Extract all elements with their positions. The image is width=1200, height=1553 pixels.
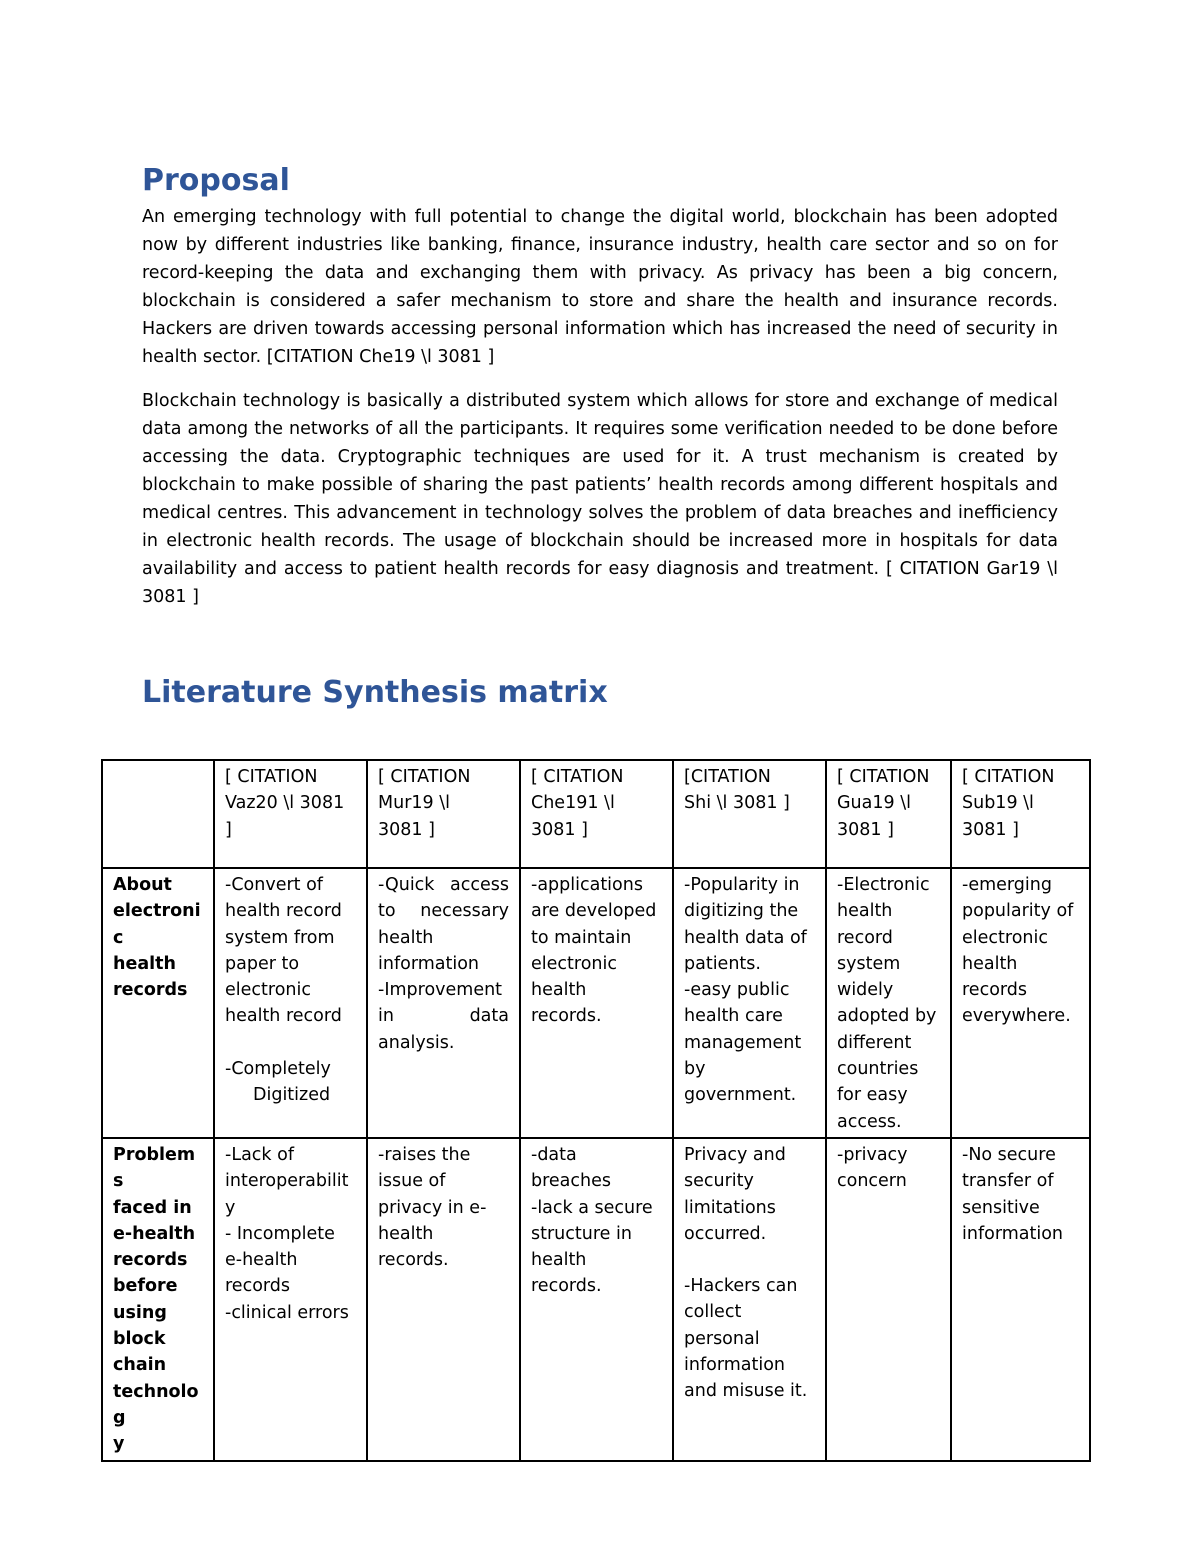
cell-line: access. [837,1111,902,1132]
cell-line: health [378,927,434,948]
blank-line [225,1030,356,1056]
cell-line: analysis. [378,1032,455,1053]
cell-line: security [684,1171,754,1192]
cell-line: countries [837,1059,919,1080]
citation-line: Shi \l 3081 ] [684,793,790,814]
cell-line: for easy [837,1085,908,1106]
cell-line: health data of [684,927,807,948]
cell-line: widely [837,980,894,1001]
cell-line: records [225,1276,291,1297]
cell-line: interoperabilit [225,1171,349,1192]
cell-line: electronic [225,980,311,1001]
cell-line: health care [684,1006,783,1027]
proposal-paragraph-1: An emerging technology with full potential to change the digital world, blockchain has been adopted now by different industries like banking, finance, insurance industry, health care sector and so on for record-keeping the data and exchanging them with privacy. As privacy has been a big concern, blockchain is considered a safer mechanism to store and share the health and insurance records. Hackers are driven towards accessing personal information which has increased the need of security in health sector. [CITATION Che19 \l 3081 ] [142,207,1058,367]
cell-line: -applications [531,875,643,895]
cell-line: -No secure [962,1144,1056,1165]
row-label-line: Problems [113,1144,196,1192]
matrix-cell [826,868,951,1138]
cell-line: Privacy and [684,1144,786,1165]
cell-line: different [837,1032,912,1053]
matrix-cell [214,868,367,1138]
cell-line: to necessary [378,901,509,922]
citation-line: 3081 ] [962,819,1019,840]
matrix-heading: Literature Synthesis matrix [142,675,608,710]
cell-line: health [837,901,893,922]
row-label-line: records [113,980,188,1001]
table-header-row [102,760,1090,868]
matrix-cell [673,1138,826,1461]
citation-header-cell [826,760,951,868]
cell-line: records [962,980,1028,1001]
cell-line: government. [684,1085,797,1106]
cell-line: adopted by [837,1006,937,1027]
cell-line: information [962,1223,1064,1244]
cell-line: health record [225,901,342,922]
cell-line: management [684,1032,802,1053]
matrix-cell [951,868,1090,1138]
row-label-line: faced in [113,1197,192,1218]
cell-line: record [837,927,893,948]
cell-line: issue of [378,1171,446,1192]
citation-header-cell [367,760,520,868]
citation-line: [ CITATION [962,767,1055,787]
row-label-line: records [113,1250,188,1271]
citation-header-cell [520,760,673,868]
citation-line: [ CITATION [837,767,930,787]
cell-line: health [378,1223,434,1244]
cell-line: health [531,1250,587,1271]
cell-line: to maintain [531,927,632,948]
table-row-about-ehr [102,868,1090,1138]
row-label-line: health [113,953,176,974]
cell-line: concern [837,1171,907,1192]
corner-cell [102,760,214,868]
matrix-cell [520,868,673,1138]
citation-line: Mur19 \l [378,793,450,814]
cell-line: limitations [684,1197,776,1218]
cell-line: privacy in e- [378,1197,487,1218]
cell-line: transfer of [962,1171,1054,1192]
citation-line: Vaz20 \l 3081 ] [225,793,345,840]
cell-line: structure in [531,1223,632,1244]
citation-header-cell [673,760,826,868]
row-label-line: technolog [113,1381,199,1428]
citation-header-cell [214,760,367,868]
cell-line: information [684,1355,786,1376]
cell-line: -emerging [962,875,1052,895]
cell-line: sensitive [962,1197,1040,1218]
cell-line: records. [531,1006,602,1027]
cell-line: -data breaches [531,1144,612,1192]
proposal-heading: Proposal [142,163,290,198]
cell-line: health record [225,1006,342,1027]
citation-line: [CITATION [684,767,771,787]
cell-line: collect [684,1302,742,1323]
cell-line: -Electronic [837,875,930,895]
cell-line: -clinical errors [225,1302,349,1323]
matrix-cell [367,868,520,1138]
cell-line: in data [378,1006,509,1027]
cell-line: -Quick access [378,875,509,895]
cell-line: system from [225,927,335,948]
cell-line: Digitized [253,1085,331,1106]
row-label-line: before [113,1276,178,1297]
cell-line: y [225,1197,236,1218]
cell-line: health [962,953,1018,974]
cell-line: -lack a secure [531,1197,653,1218]
matrix-cell [214,1138,367,1461]
cell-line: -raises the [378,1144,471,1165]
matrix-cell [520,1138,673,1461]
citation-header-cell [951,760,1090,868]
cell-line: digitizing the [684,901,799,922]
citation-line: 3081 ] [531,819,588,840]
cell-line: -Completely [225,1058,331,1079]
blank-line [684,1247,815,1273]
row-label-cell [102,1138,214,1461]
cell-line: personal [684,1328,760,1349]
cell-line: -Lack of [225,1144,294,1165]
row-label-line: chain [113,1355,167,1376]
cell-line: everywhere. [962,1006,1071,1027]
row-label-line: using [113,1302,167,1323]
cell-line: -Improvement [378,980,503,1001]
cell-line: by [684,1059,706,1080]
citation-line: Che191 \l [531,793,615,814]
cell-line: -Convert of [225,875,323,895]
cell-line: information [378,953,480,974]
row-label-line: e-health [113,1223,196,1244]
citation-line: 3081 ] [378,819,435,840]
cell-line: paper to [225,953,300,974]
cell-line: - Incomplete [225,1223,335,1244]
matrix-cell [367,1138,520,1461]
cell-line: -Hackers can [684,1276,798,1297]
cell-line: and misuse it. [684,1381,808,1402]
cell-line: records. [378,1250,449,1271]
cell-line: e-health [225,1250,298,1271]
citation-line: [ CITATION [378,767,471,787]
synthesis-matrix-table [101,759,1091,1462]
cell-line: records. [531,1276,602,1297]
cell-line: -privacy [837,1144,908,1165]
cell-line: are developed [531,901,657,922]
cell-line: electronic [531,953,617,974]
citation-line: Sub19 \l [962,793,1034,814]
row-label-line: y [113,1434,125,1455]
cell-line: electronic [962,927,1048,948]
citation-line: [ CITATION [531,767,624,787]
cell-line: -easy public [684,980,790,1001]
citation-line: Gua19 \l [837,793,911,814]
matrix-cell [673,868,826,1138]
cell-line: -Popularity in [684,875,800,895]
matrix-cell [951,1138,1090,1461]
cell-line: health [531,980,587,1001]
table-row-problems [102,1138,1090,1461]
row-label-line: About [113,875,172,895]
cell-line: popularity of [962,901,1074,922]
proposal-paragraph-2: Blockchain technology is basically a distributed system which allows for store and exchange of medical data among the networks of all the participants. It requires some verification needed to be done before accessing the data. Cryptographic techniques are used for it. A trust mechanism is created by blockchain to make possible of sharing the past patients’ health records among different hospitals and medical centres. This advancement in technology solves the problem of data breaches and inefficiency in electronic health records. The usage of blockchain should be increased more in hospitals for data availability and access to patient health records for easy diagnosis and treatment. [ CITATION Gar19 \l 3081 ] [142,391,1058,607]
row-label-line: electronic [113,901,201,948]
citation-line: [ CITATION [225,767,318,787]
cell-line: patients. [684,953,761,974]
cell-line: system [837,953,901,974]
citation-line: 3081 ] [837,819,894,840]
matrix-cell [826,1138,951,1461]
cell-line: occurred. [684,1223,767,1244]
row-label-line: block [113,1329,166,1350]
row-label-cell [102,868,214,1138]
